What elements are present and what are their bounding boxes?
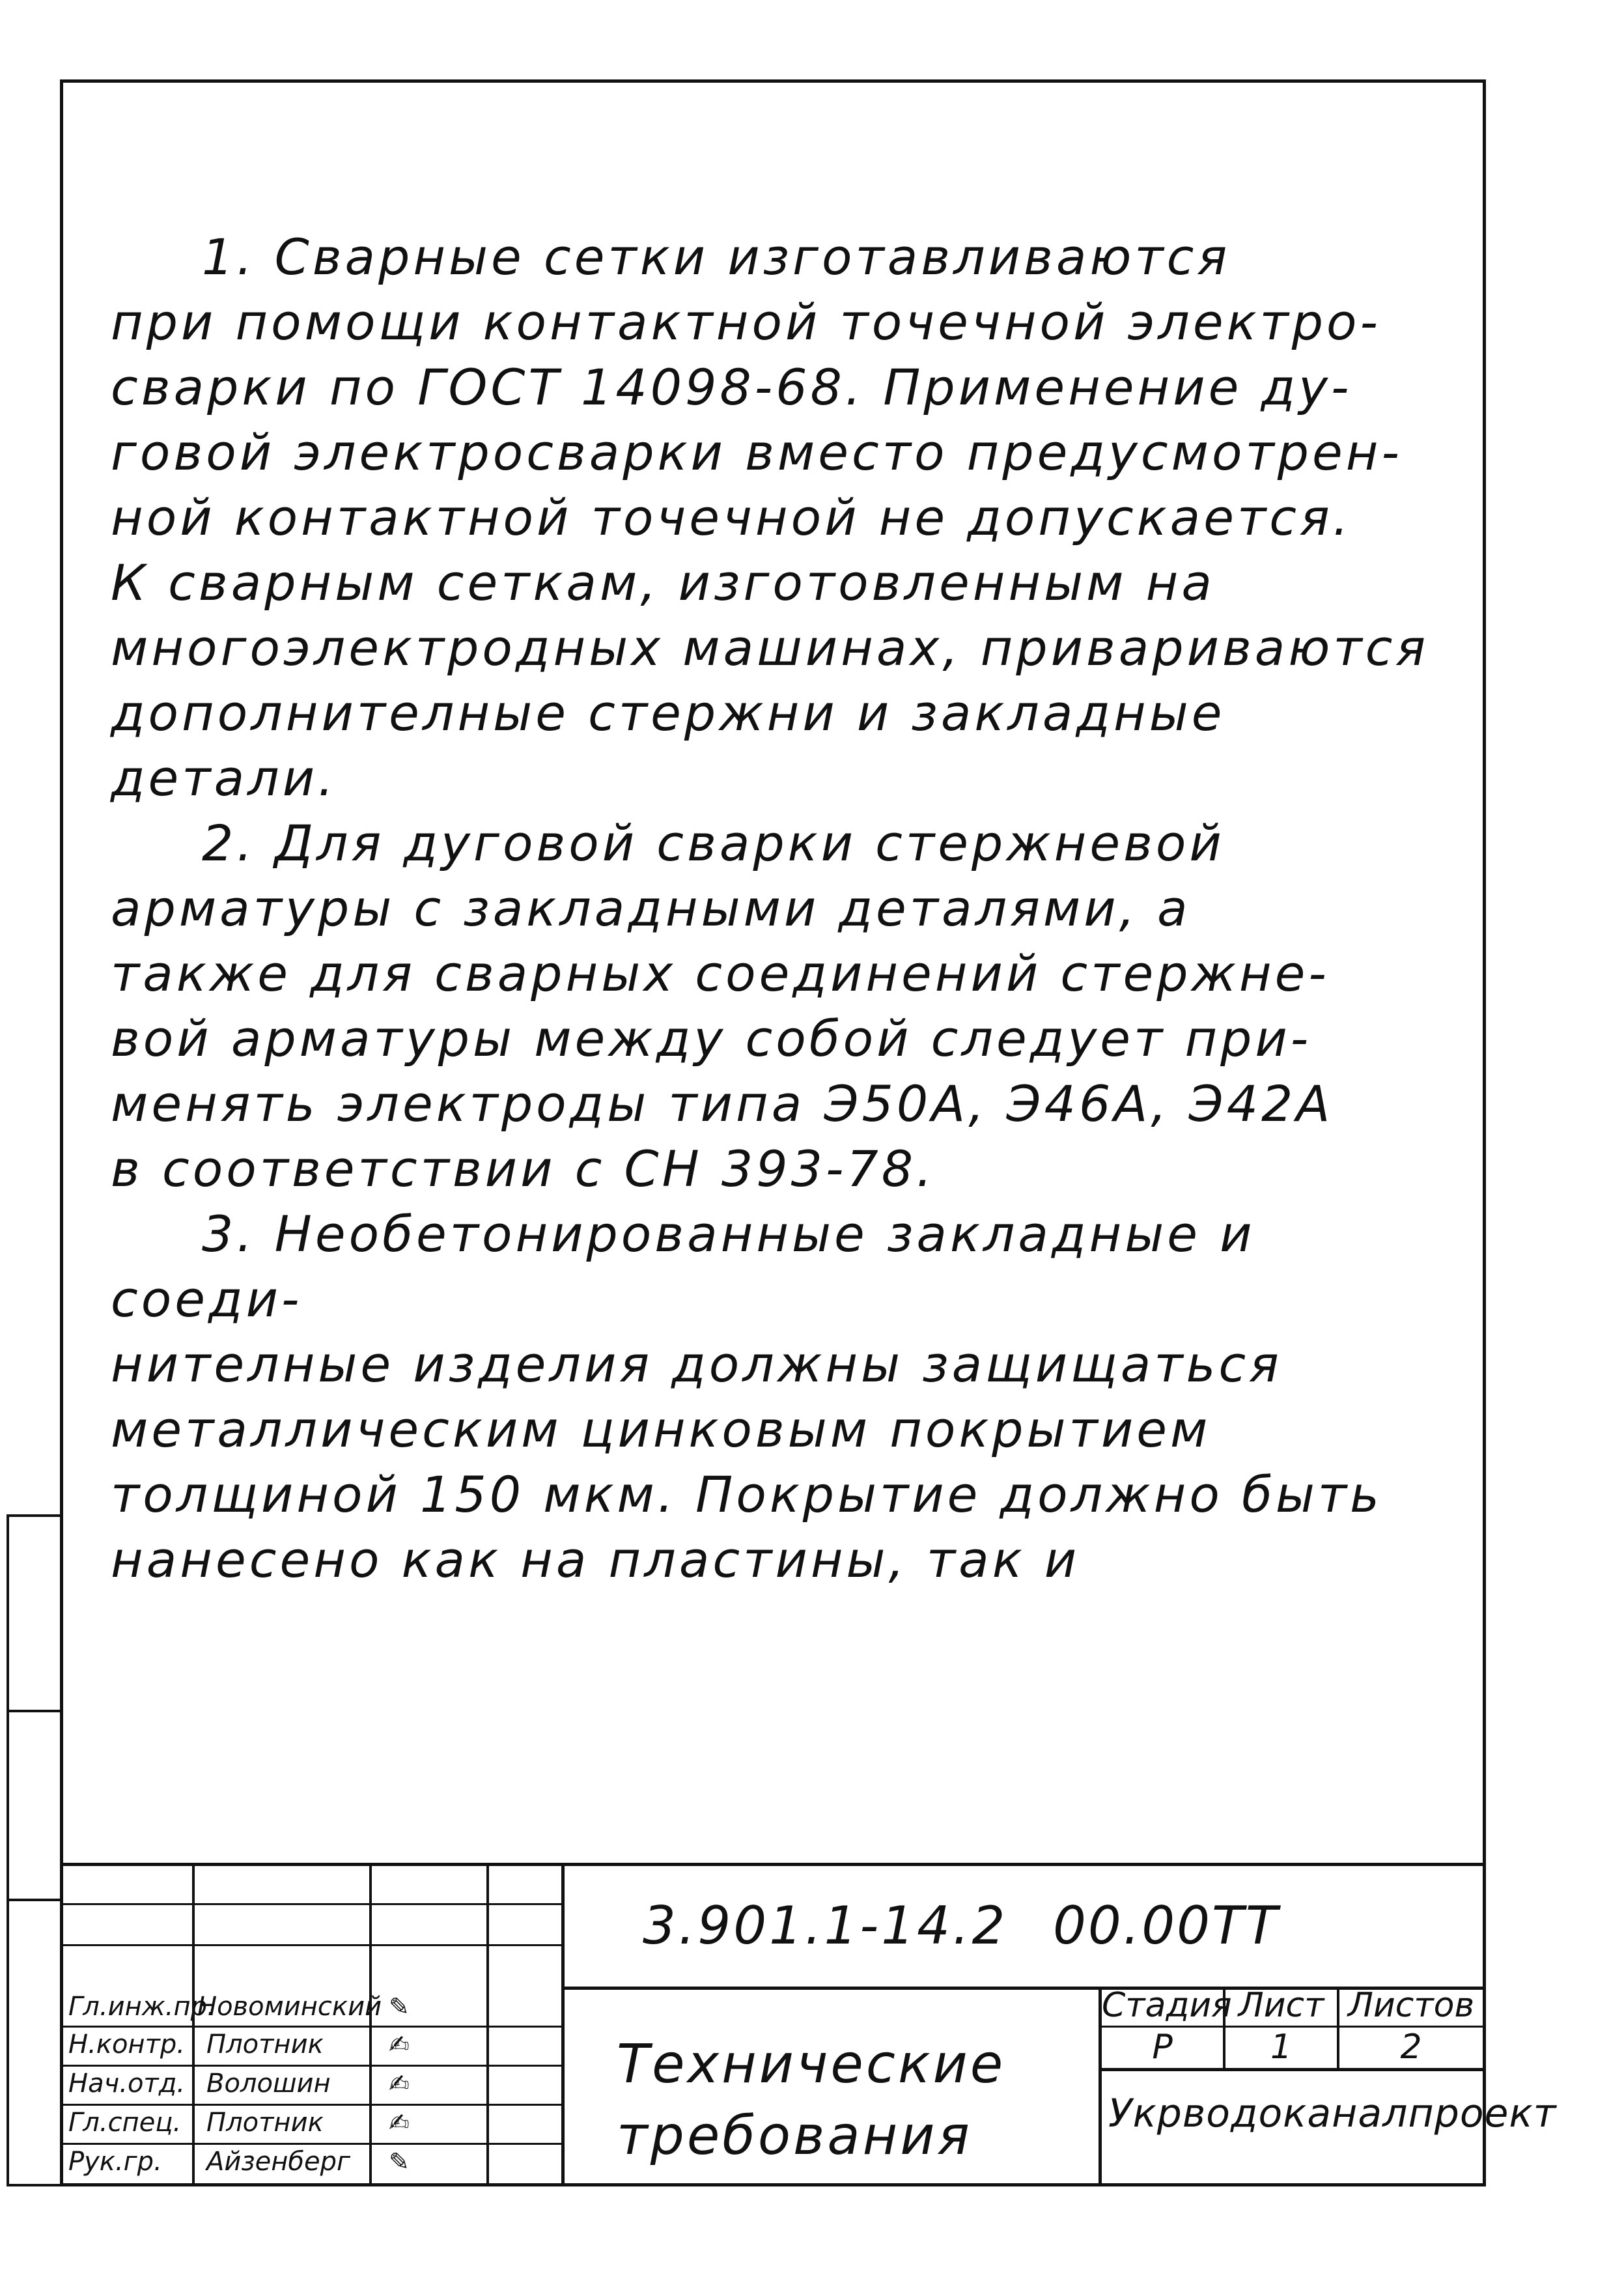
staff-row — [63, 2067, 565, 2100]
note-1: 1. Сварные сетки изготавливаются при помощи контактной точечной электро- сварки по ГОСТ 14098-68. Применение ду- говой электросварки вместо предусмотрен- ной контактной точечной не допускается. К сварным сеткам, изготовленным на многоэлектродных машинах, привариваются дополнителные стержни и закладные детали. — [111, 228, 1429, 807]
stage-value: Р — [1102, 2028, 1225, 2068]
side-strip-cell — [9, 1517, 60, 1712]
sheets-header: Листов — [1347, 1986, 1475, 2025]
document-suffix: 00.00ТТ — [1053, 1895, 1280, 1956]
staff-row — [63, 1990, 565, 2023]
staff-role: Н.контр. — [68, 2030, 185, 2059]
title-block — [63, 1863, 1557, 2183]
technical-notes — [111, 225, 1465, 1592]
staff-name: Волошин — [206, 2069, 331, 2099]
organization-name: Укрводоканалпроект — [1108, 2091, 1557, 2136]
grid-row-line — [63, 1903, 565, 1905]
signature-mark: ✎ — [389, 2147, 410, 2176]
stage-sheet-box — [1099, 1986, 1557, 2183]
staff-role: Нач.отд. — [68, 2069, 186, 2099]
staff-role: Гл.спец. — [68, 2108, 182, 2138]
document-title — [617, 2029, 1005, 2172]
signature-mark: ✍ — [389, 2030, 410, 2059]
grid-row-line — [63, 1944, 565, 1946]
staff-role: Рук.гр. — [68, 2147, 162, 2177]
note-2: 2. Для дуговой сварки стержневой арматуры с закладными деталями, а также для сварных соединений стержне- вой арматуры между собой следует при- менять электроды типа Э50А, Э46А, Э42А в соответствии с СН 393-78. — [111, 814, 1334, 1198]
stage-header-row — [1102, 1987, 1483, 2028]
signature-mark: ✍ — [389, 2108, 410, 2137]
stage-value-row — [1102, 2028, 1483, 2071]
sheet-header: Лист — [1225, 1987, 1339, 2026]
sheets-value: 2 — [1400, 2028, 1422, 2067]
side-binding-strip — [7, 1514, 60, 2186]
document-title-line: Технические — [617, 2033, 1006, 2095]
staff-row — [63, 2145, 565, 2178]
side-strip-cell — [9, 1712, 60, 1901]
grid-row-line — [63, 2065, 565, 2067]
staff-row — [63, 2028, 565, 2061]
staff-role: Гл.инж.пр. — [68, 1992, 216, 2022]
grid-row-line — [63, 2026, 565, 2028]
staff-name: Плотник — [206, 2108, 324, 2138]
grid-row-line — [63, 2143, 565, 2145]
signature-grid — [63, 1863, 565, 2183]
staff-name: Айзенберг — [206, 2147, 351, 2177]
side-strip-cell — [9, 1901, 60, 2188]
staff-name: Плотник — [206, 2030, 324, 2059]
staff-row — [63, 2106, 565, 2139]
sheet-value: 1 — [1225, 2028, 1339, 2068]
stage-header: Стадия — [1102, 1986, 1232, 2025]
signature-mark: ✍ — [389, 2069, 410, 2098]
staff-name: Новоминский — [197, 1992, 382, 2022]
document-title-line: требования — [617, 2105, 972, 2167]
grid-row-line — [63, 2104, 565, 2106]
document-code: 3.901.1-14.2 — [643, 1895, 1008, 1956]
signature-mark: ✎ — [389, 1992, 410, 2021]
note-3: 3. Необетонированные закладные и соеди- нителные изделия должны защищаться металлическим цинковым покрытием толщиной 150 мкм. Покрытие должно быть нанесено как на пластины, так и — [111, 1205, 1382, 1589]
